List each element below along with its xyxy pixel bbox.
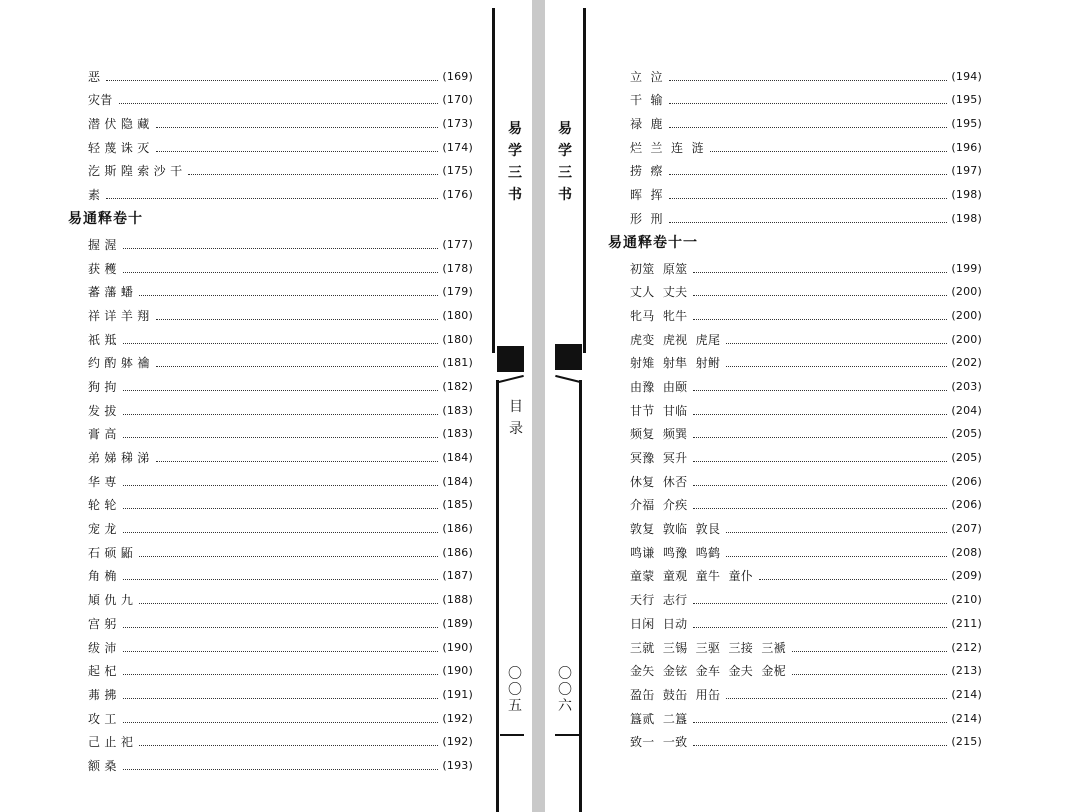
dot-leader (156, 127, 439, 128)
entry-title: 频复 频巽 (630, 427, 688, 442)
toc-entry[interactable] (630, 394, 982, 418)
toc-entry[interactable] (630, 465, 982, 489)
entry-page: (207) (951, 522, 982, 536)
entry-page: (204) (951, 403, 982, 417)
entry-page: (206) (951, 498, 982, 512)
toc-entry[interactable] (88, 178, 473, 202)
entry-title: 簋贰 二簋 (630, 711, 688, 726)
toc-entry[interactable] (630, 655, 982, 679)
toc-entry[interactable] (88, 749, 473, 773)
dot-leader (188, 174, 438, 175)
entry-title: 轮 轮 (88, 498, 117, 513)
spine-title-right: 易 学 三 书 (558, 121, 572, 203)
spine-short-line-right (555, 734, 579, 736)
entry-title: 立 泣 (630, 69, 663, 84)
toc-entry[interactable] (88, 607, 473, 631)
entry-title: 约 酌 躰 禴 (88, 356, 150, 371)
entry-page: (184) (442, 451, 473, 464)
toc-entry[interactable] (630, 536, 982, 560)
entry-page: (181) (442, 356, 473, 370)
entry-page: (196) (951, 140, 982, 154)
toc-entry[interactable] (630, 84, 982, 108)
entry-page: (198) (951, 188, 982, 202)
toc-entry[interactable] (88, 347, 473, 371)
entry-page: (191) (442, 687, 473, 701)
toc-entry[interactable] (630, 678, 982, 702)
toc-entry[interactable] (88, 370, 473, 394)
spine-slash-left (498, 375, 524, 383)
entry-title: 起 杞 (88, 664, 117, 679)
entry-title: 恶 (88, 69, 101, 84)
toc-entry[interactable] (88, 323, 473, 347)
entry-title: 获 穫 (88, 261, 117, 276)
entries-before-left (88, 60, 473, 202)
toc-entry[interactable] (88, 276, 473, 300)
entry-title: 茀 拂 (88, 687, 117, 702)
toc-entry[interactable] (630, 155, 982, 179)
toc-entry[interactable] (630, 323, 982, 347)
dot-leader (726, 366, 947, 367)
entry-page: (203) (951, 379, 982, 393)
dot-leader (792, 651, 947, 652)
toc-entry[interactable] (630, 252, 982, 276)
toc-entry[interactable] (630, 418, 982, 442)
entry-page: (190) (442, 664, 473, 678)
entry-page: (173) (442, 117, 473, 131)
entry-page: (187) (442, 569, 473, 583)
toc-entry[interactable] (88, 84, 473, 108)
toc-entry[interactable] (88, 536, 473, 560)
entry-title: 致一 一致 (630, 735, 688, 750)
entry-title: 敦复 敦临 敦艮 (630, 522, 721, 537)
entry-title: 童蒙 童观 童牛 童仆 (630, 569, 754, 584)
entry-page: (213) (951, 664, 982, 678)
dot-leader (693, 508, 947, 509)
entry-page: (198) (951, 211, 982, 225)
dot-leader (693, 295, 947, 296)
entry-title: 汔 斯 隍 索 沙 干 (88, 164, 183, 179)
toc-entry[interactable] (88, 252, 473, 276)
entry-page: (194) (951, 69, 982, 83)
entry-title: 三就 三锡 三驱 三接 三褫 (630, 640, 786, 655)
dot-leader (123, 248, 439, 249)
dot-leader (156, 319, 439, 320)
dot-leader (119, 103, 439, 104)
dot-leader (123, 414, 439, 415)
entry-page: (184) (442, 474, 473, 488)
dot-leader (693, 461, 947, 462)
entry-page: (208) (951, 545, 982, 559)
entry-title: 祥 详 羊 翔 (88, 308, 150, 323)
spine-title-left: 易 学 三 书 (508, 121, 522, 203)
toc-entry[interactable] (88, 678, 473, 702)
dot-leader (792, 674, 947, 675)
entry-page: (202) (951, 356, 982, 370)
entry-title: 绂 沛 (88, 640, 117, 655)
entry-page: (206) (951, 474, 982, 488)
entry-title: 干 输 (630, 93, 663, 108)
toc-entry[interactable] (630, 347, 982, 371)
dot-leader (106, 198, 438, 199)
entry-title: 轻 蔑 诛 灭 (88, 140, 150, 155)
dot-leader (693, 390, 947, 391)
entry-page: (177) (442, 237, 473, 251)
entry-page: (180) (442, 308, 473, 322)
entry-page: (188) (442, 593, 473, 607)
dot-leader (123, 343, 439, 344)
dot-leader (123, 674, 439, 675)
spine-page-number-right: 〇 〇 六 (558, 666, 572, 714)
toc-entry[interactable] (88, 655, 473, 679)
entry-title: 射雉 射隼 射鲋 (630, 356, 721, 371)
toc-entry[interactable] (88, 107, 473, 131)
toc-right (608, 60, 982, 750)
dot-leader (123, 437, 439, 438)
entry-title: 华 専 (88, 474, 117, 489)
entry-page: (214) (951, 687, 982, 701)
toc-entry[interactable] (630, 276, 982, 300)
dot-leader (693, 272, 947, 273)
entry-title: 休复 休否 (630, 474, 688, 489)
entry-title: 虎变 虎视 虎尾 (630, 332, 721, 347)
dot-leader (123, 627, 439, 628)
dot-leader (123, 769, 439, 770)
entry-title: 由豫 由颐 (630, 379, 688, 394)
entries-before-right (630, 60, 982, 226)
toc-entry[interactable] (630, 178, 982, 202)
entry-page: (205) (951, 427, 982, 441)
toc-left (68, 60, 473, 773)
toc-entry[interactable] (88, 726, 473, 750)
entry-title: 宠 龙 (88, 522, 117, 537)
toc-entry[interactable] (630, 560, 982, 584)
entry-page: (212) (951, 640, 982, 654)
dot-leader (139, 603, 438, 604)
toc-entry[interactable] (88, 299, 473, 323)
entry-page: (200) (951, 332, 982, 346)
entry-title: 素 (88, 188, 101, 203)
dot-leader (139, 295, 438, 296)
toc-entry[interactable] (630, 60, 982, 84)
entry-page: (186) (442, 545, 473, 559)
toc-entry[interactable] (88, 631, 473, 655)
left-page (0, 0, 532, 812)
spine-short-line-left (500, 734, 524, 736)
dot-leader (123, 698, 439, 699)
entry-page: (182) (442, 379, 473, 393)
entry-page: (190) (442, 640, 473, 654)
entry-title: 金矢 金铉 金车 金夫 金柅 (630, 664, 786, 679)
toc-entry[interactable] (88, 131, 473, 155)
dot-leader (693, 414, 947, 415)
entry-title: 攻 工 (88, 711, 117, 726)
toc-entry[interactable] (630, 702, 982, 726)
toc-entry[interactable] (88, 60, 473, 84)
toc-entry[interactable] (88, 155, 473, 179)
entry-page: (215) (951, 735, 982, 749)
entry-page: (189) (442, 616, 473, 630)
dot-leader (156, 151, 439, 152)
entry-page: (169) (442, 69, 473, 83)
toc-entry[interactable] (630, 131, 982, 155)
dot-leader (123, 579, 439, 580)
toc-entry[interactable] (630, 489, 982, 513)
entry-page: (170) (442, 93, 473, 107)
entry-title: 初筮 原筮 (630, 261, 688, 276)
page-gutter (532, 0, 545, 812)
dot-leader (106, 80, 438, 81)
section-title-vol11: 易通释卷十一 (608, 234, 698, 251)
entry-page: (185) (442, 498, 473, 512)
toc-entry[interactable] (88, 489, 473, 513)
entry-page: (174) (442, 140, 473, 154)
entry-title: 发 拔 (88, 403, 117, 418)
entry-page: (175) (442, 164, 473, 178)
entry-title: 灾眚 (88, 93, 113, 108)
toc-entry[interactable] (630, 583, 982, 607)
dot-leader (139, 745, 438, 746)
dot-leader (669, 198, 948, 199)
dot-leader (726, 556, 947, 557)
entry-page: (200) (951, 285, 982, 299)
entry-page: (192) (442, 735, 473, 749)
dot-leader (693, 603, 947, 604)
entry-page: (179) (442, 285, 473, 299)
dot-leader (139, 556, 438, 557)
dot-leader (669, 103, 948, 104)
entry-page: (199) (951, 261, 982, 275)
entry-title: 握 渥 (88, 237, 117, 252)
entry-page: (180) (442, 332, 473, 346)
toc-entry[interactable] (630, 107, 982, 131)
dot-leader (710, 151, 948, 152)
entry-title: 蕃 藩 蟠 (88, 285, 134, 300)
spine-line-right (583, 8, 586, 353)
dot-leader (759, 579, 947, 580)
toc-entry[interactable] (630, 441, 982, 465)
spine-page-number-left: 〇 〇 五 (508, 666, 522, 714)
toc-entry[interactable] (88, 583, 473, 607)
dot-leader (693, 722, 947, 723)
entry-title: 形 刑 (630, 211, 663, 226)
dot-leader (669, 222, 948, 223)
entry-page: (197) (951, 164, 982, 178)
entry-title: 捞 瘵 (630, 164, 663, 179)
toc-entry[interactable] (88, 560, 473, 584)
entry-page: (178) (442, 261, 473, 275)
entry-page: (214) (951, 711, 982, 725)
entry-title: 鸣谦 鸣豫 鸣鹤 (630, 545, 721, 560)
dot-leader (123, 485, 439, 486)
entry-title: 己 止 祀 (88, 735, 134, 750)
toc-entry[interactable] (630, 607, 982, 631)
dot-leader (669, 80, 948, 81)
entry-title: 角 桷 (88, 569, 117, 584)
entry-page: (195) (951, 93, 982, 107)
entry-page: (183) (442, 403, 473, 417)
entry-title: 禄 鹿 (630, 117, 663, 132)
dot-leader (693, 627, 947, 628)
entries-after-right (630, 252, 982, 749)
entry-page: (209) (951, 569, 982, 583)
entry-title: 丈人 丈夫 (630, 285, 688, 300)
toc-entry[interactable] (630, 512, 982, 536)
toc-entry[interactable] (88, 441, 473, 465)
dot-leader (123, 532, 439, 533)
entry-title: 潜 伏 隐 藏 (88, 117, 150, 132)
dot-leader (156, 461, 439, 462)
entries-after-left (88, 228, 473, 773)
entry-title: 甘节 甘临 (630, 403, 688, 418)
toc-entry[interactable] (630, 299, 982, 323)
spine-line-left-lower (496, 380, 499, 812)
entry-page: (192) (442, 711, 473, 725)
entry-title: 膏 高 (88, 427, 117, 442)
entry-page: (211) (951, 616, 982, 630)
dot-leader (123, 390, 439, 391)
toc-entry[interactable] (88, 512, 473, 536)
spine-line-right-lower (579, 380, 582, 812)
dot-leader (123, 272, 439, 273)
dot-leader (669, 174, 948, 175)
toc-entry[interactable] (88, 702, 473, 726)
entry-page: (200) (951, 308, 982, 322)
dot-leader (726, 698, 947, 699)
dot-leader (693, 319, 947, 320)
dot-leader (669, 127, 948, 128)
entry-title: 頄 仇 九 (88, 593, 134, 608)
toc-entry[interactable] (88, 465, 473, 489)
entry-page: (183) (442, 427, 473, 441)
dot-leader (726, 532, 947, 533)
toc-entry[interactable] (88, 394, 473, 418)
entry-title: 祇 羝 (88, 332, 117, 347)
section-title-vol10: 易通释卷十 (68, 211, 143, 228)
spine-black-block-left (497, 346, 524, 372)
entry-page: (205) (951, 451, 982, 464)
entry-title: 牝马 牝牛 (630, 308, 688, 323)
entry-page: (195) (951, 117, 982, 131)
entry-title: 额 桑 (88, 758, 117, 773)
spine-black-block-right (555, 344, 582, 370)
entry-title: 弟 娣 稊 涕 (88, 451, 150, 465)
toc-entry[interactable] (630, 726, 982, 750)
entry-title: 烂 兰 连 涟 (630, 140, 704, 155)
entry-page: (176) (442, 188, 473, 202)
entry-title: 日闲 日动 (630, 616, 688, 631)
entry-title: 天行 志行 (630, 593, 688, 608)
dot-leader (156, 366, 439, 367)
spine-section-left: 目 录 (509, 399, 523, 437)
spine-line-left (492, 8, 495, 353)
entry-title: 冥豫 冥升 (630, 451, 688, 465)
dot-leader (693, 437, 947, 438)
dot-leader (123, 722, 439, 723)
entry-page: (186) (442, 522, 473, 536)
entry-title: 宫 躬 (88, 616, 117, 631)
toc-entry[interactable] (630, 370, 982, 394)
entry-title: 盈缶 鼓缶 用缶 (630, 687, 721, 702)
entry-title: 狗 拘 (88, 379, 117, 394)
entry-title: 石 硕 鼫 (88, 545, 134, 560)
entry-page: (193) (442, 758, 473, 772)
toc-entry[interactable] (630, 631, 982, 655)
toc-entry[interactable] (88, 418, 473, 442)
toc-entry[interactable] (630, 202, 982, 226)
spine-slash-right (555, 375, 581, 383)
dot-leader (693, 745, 947, 746)
dot-leader (123, 651, 439, 652)
entry-title: 晖 挥 (630, 188, 663, 203)
dot-leader (726, 343, 947, 344)
dot-leader (123, 508, 439, 509)
dot-leader (693, 485, 947, 486)
entry-page: (210) (951, 593, 982, 607)
entry-title: 介福 介疾 (630, 498, 688, 513)
toc-entry[interactable] (88, 228, 473, 252)
